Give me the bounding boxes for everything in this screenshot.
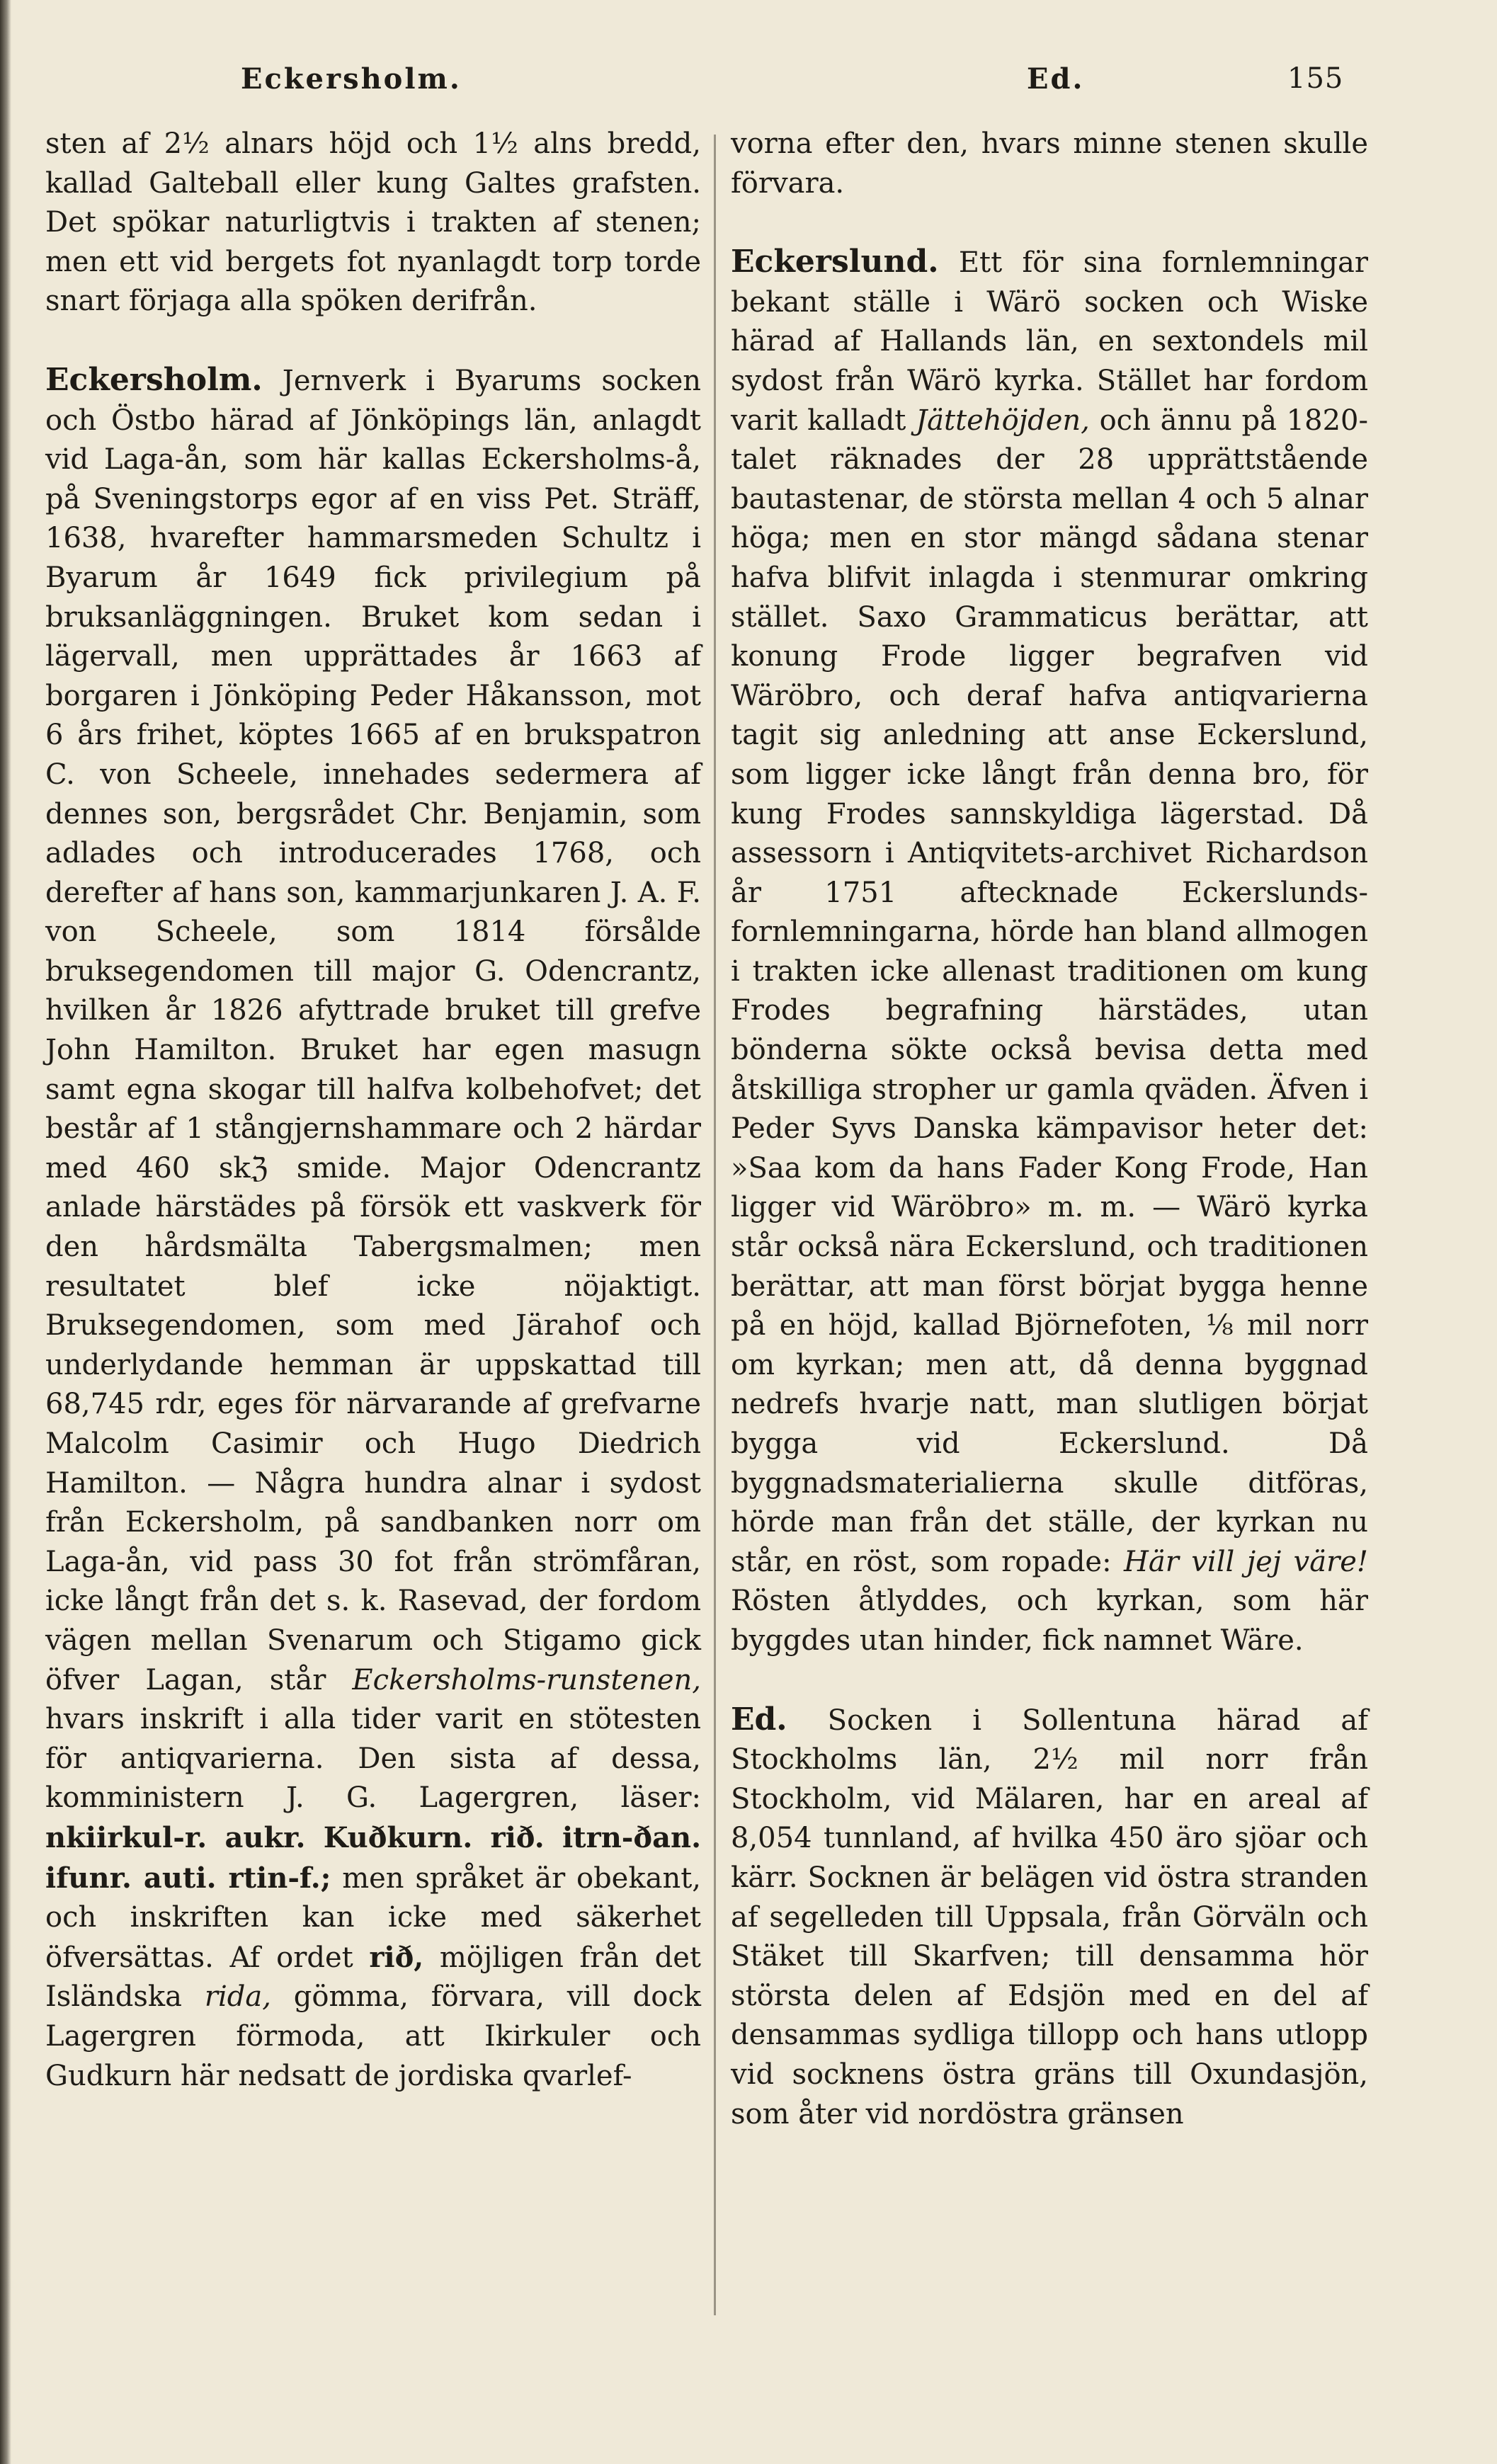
entry-headword: Ed. <box>731 1701 787 1738</box>
left-paragraph-continuation <box>45 125 701 321</box>
text-run: gömma, förvara, vill dock Lagergren förmoda, att Ikirkuler och Gudkurn här nedsatt de jordiska qvarlef- <box>45 1980 701 2092</box>
text-run: Socken i Sollentuna härad af Stockholms län, 2½ mil norr från Stockholm, vid Mälaren, har en areal af 8,054 tunnland, af hvilka 450 äro sjöar och kärr. Socknen är belägen vid östra stranden af segelleden till Uppsala, från Görväln och Stäket till Skarfven; till densamma hör största delen af Edsjön med en del af densammas sydliga tillopp och hans utlopp vid socknens östra gräns till Oxundasjön, som åter vid nordöstra gränsen <box>731 1704 1368 2131</box>
left-column <box>45 125 701 2096</box>
text-run: och ännu på 1820-talet räknades der 28 upprättstående bautastenar, de största mellan 4 och 5 alnar höga; men en stor mängd sådana stenar hafva blifvit inlagda i stenmurar omkring stället. Saxo Grammaticus berättar, att konung Frode ligger begrafven vid Wäröbro, och deraf hafva antiqvarierna tagit sig anledning att anse Eckerslund, som ligger icke långt från denna bro, för kung Frodes sannskyldiga lägerstad. Då assessorn i Antiqvitets-archivet Richardson år 1751 aftecknade Eckerslunds-fornlemningarna, hörde han bland allmogen i trakten icke allenast traditionen om kung Frodes begrafning härstädes, utan bönderna sökte också bevisa detta med åtskilliga stropher ur gamla qväden. Äfven i Peder Syvs Danska kämpavisor heter det: »Saa kom da hans Fader Kong Frode, Han ligger vid Wäröbro» m. m. — Wärö kyrka står också nära Eckerslund, och traditionen berättar, att man först börjat bygga henne på en höjd, kallad Björnefoten, ⅛ mil norr om kyrkan; men att, då denna byggnad nedrefs hvarje natt, man slutligen börjat bygga vid Eckerslund. Då byggnadsmaterialierna skulle ditföras, hörde man från det ställe, der kyrkan nu står, en röst, som ropade: <box>731 404 1368 1578</box>
entry-headword: Eckerslund. <box>731 244 939 280</box>
entry-eckerslund <box>731 242 1368 1660</box>
runic-transcription: nkiirkul-r. aukr. Kuðkurn. rið. itrn-ðan. ifunr. auti. rtin-f.; <box>45 1820 701 1895</box>
column-divider <box>714 135 716 2315</box>
right-paragraph-continuation <box>731 125 1368 203</box>
italic-term: rida, <box>204 1980 271 2014</box>
italic-term: Jättehöjden, <box>916 404 1090 437</box>
entry-headword: Eckersholm. <box>45 361 263 398</box>
right-column <box>731 125 1368 2134</box>
italic-term: Eckersholms-runstenen, <box>352 1663 701 1696</box>
entry-eckersholm <box>45 360 701 2096</box>
text-run: vorna efter den, hvars minne stenen skulle förvara. <box>731 127 1368 200</box>
running-header <box>0 62 1497 105</box>
runic-word: rið, <box>369 1940 424 1974</box>
text-run: hvars inskrift i alla tider varit en stötesten för antiqvarierna. Den sista af dessa, komministern J. G. Lagergren, läser: <box>45 1703 701 1815</box>
entry-ed <box>731 1700 1368 2135</box>
header-right-keyword: Ed. <box>1027 62 1085 96</box>
text-run: möjligen från det Isländska <box>45 1941 701 2014</box>
text-run: sten af 2½ alnars höjd och 1½ alns bredd, kallad Galteball eller kung Galtes grafsten. Det spökar naturligtvis i trakten af stenen; men ett vid bergets fot nyanlagdt torp torde snart förjaga alla spöken derifrån. <box>45 127 701 318</box>
header-left-keyword: Eckersholm. <box>241 62 462 96</box>
page-edge-shadow <box>0 0 11 2464</box>
text-run: men språket är obekant, och inskriften kan icke med säkerhet öfversättas. Af ordet <box>45 1861 701 1974</box>
text-run: Ett för sina fornlemningar bekant ställe i Wärö socken och Wiske härad af Hallands län, en sextondels mil sydost från Wärö kyrka. Stället har fordom varit kalladt <box>731 246 1368 437</box>
text-run: Rösten åtlyddes, och kyrkan, som här byggdes utan hinder, fick namnet Wäre. <box>731 1585 1368 1657</box>
text-run: Jernverk i Byarums socken och Östbo härad af Jönköpings län, anlagdt vid Laga-ån, som här kallas Eckersholms-å, på Sveningstorps egor af en viss Pet. Sträff, 1638, hvarefter hammarsmeden Schultz i Byarum år 1649 fick privilegium på bruksanläggningen. Bruket kom sedan i lägervall, men upprättades år 1663 af borgaren i Jönköping Peder Håkansson, mot 6 års frihet, köptes 1665 af en brukspatron C. von Scheele, innehades sedermera af dennes son, bergsrådet Chr. Benjamin, som adlades och introducerades 1768, och derefter af hans son, kammarjunkaren J. A. F. von Scheele, som 1814 försålde bruksegendomen till major G. Odencrantz, hvilken år 1826 afyttrade bruket till grefve John Hamilton. Bruket har egen masugn samt egna skogar till halfva kolbehofvet; det består af 1 stångjernshammare och 2 härdar med 460 skℨ smide. Major Odencrantz anlade härstädes på försök ett vaskverk för den hårdsmälta Tabergsmalmen; men resultatet blef icke nöjaktigt. Bruksegendomen, som med Järahof och underlydande hemman är uppskattad till 68,745 rdr, eges för närvarande af grefvarne Malcolm Casimir och Hugo Diedrich Hamilton. — Några hundra alnar i sydost från Eckersholm, på sandbanken norr om Laga-ån, vid pass 30 fot från strömfåran, icke långt från det s. k. Rasevad, der fordom vägen mellan Svenarum och Stigamo gick öfver Lagan, står <box>45 364 701 1696</box>
italic-quote: Här vill jej väre! <box>1124 1545 1368 1578</box>
page-number: 155 <box>1287 62 1344 95</box>
